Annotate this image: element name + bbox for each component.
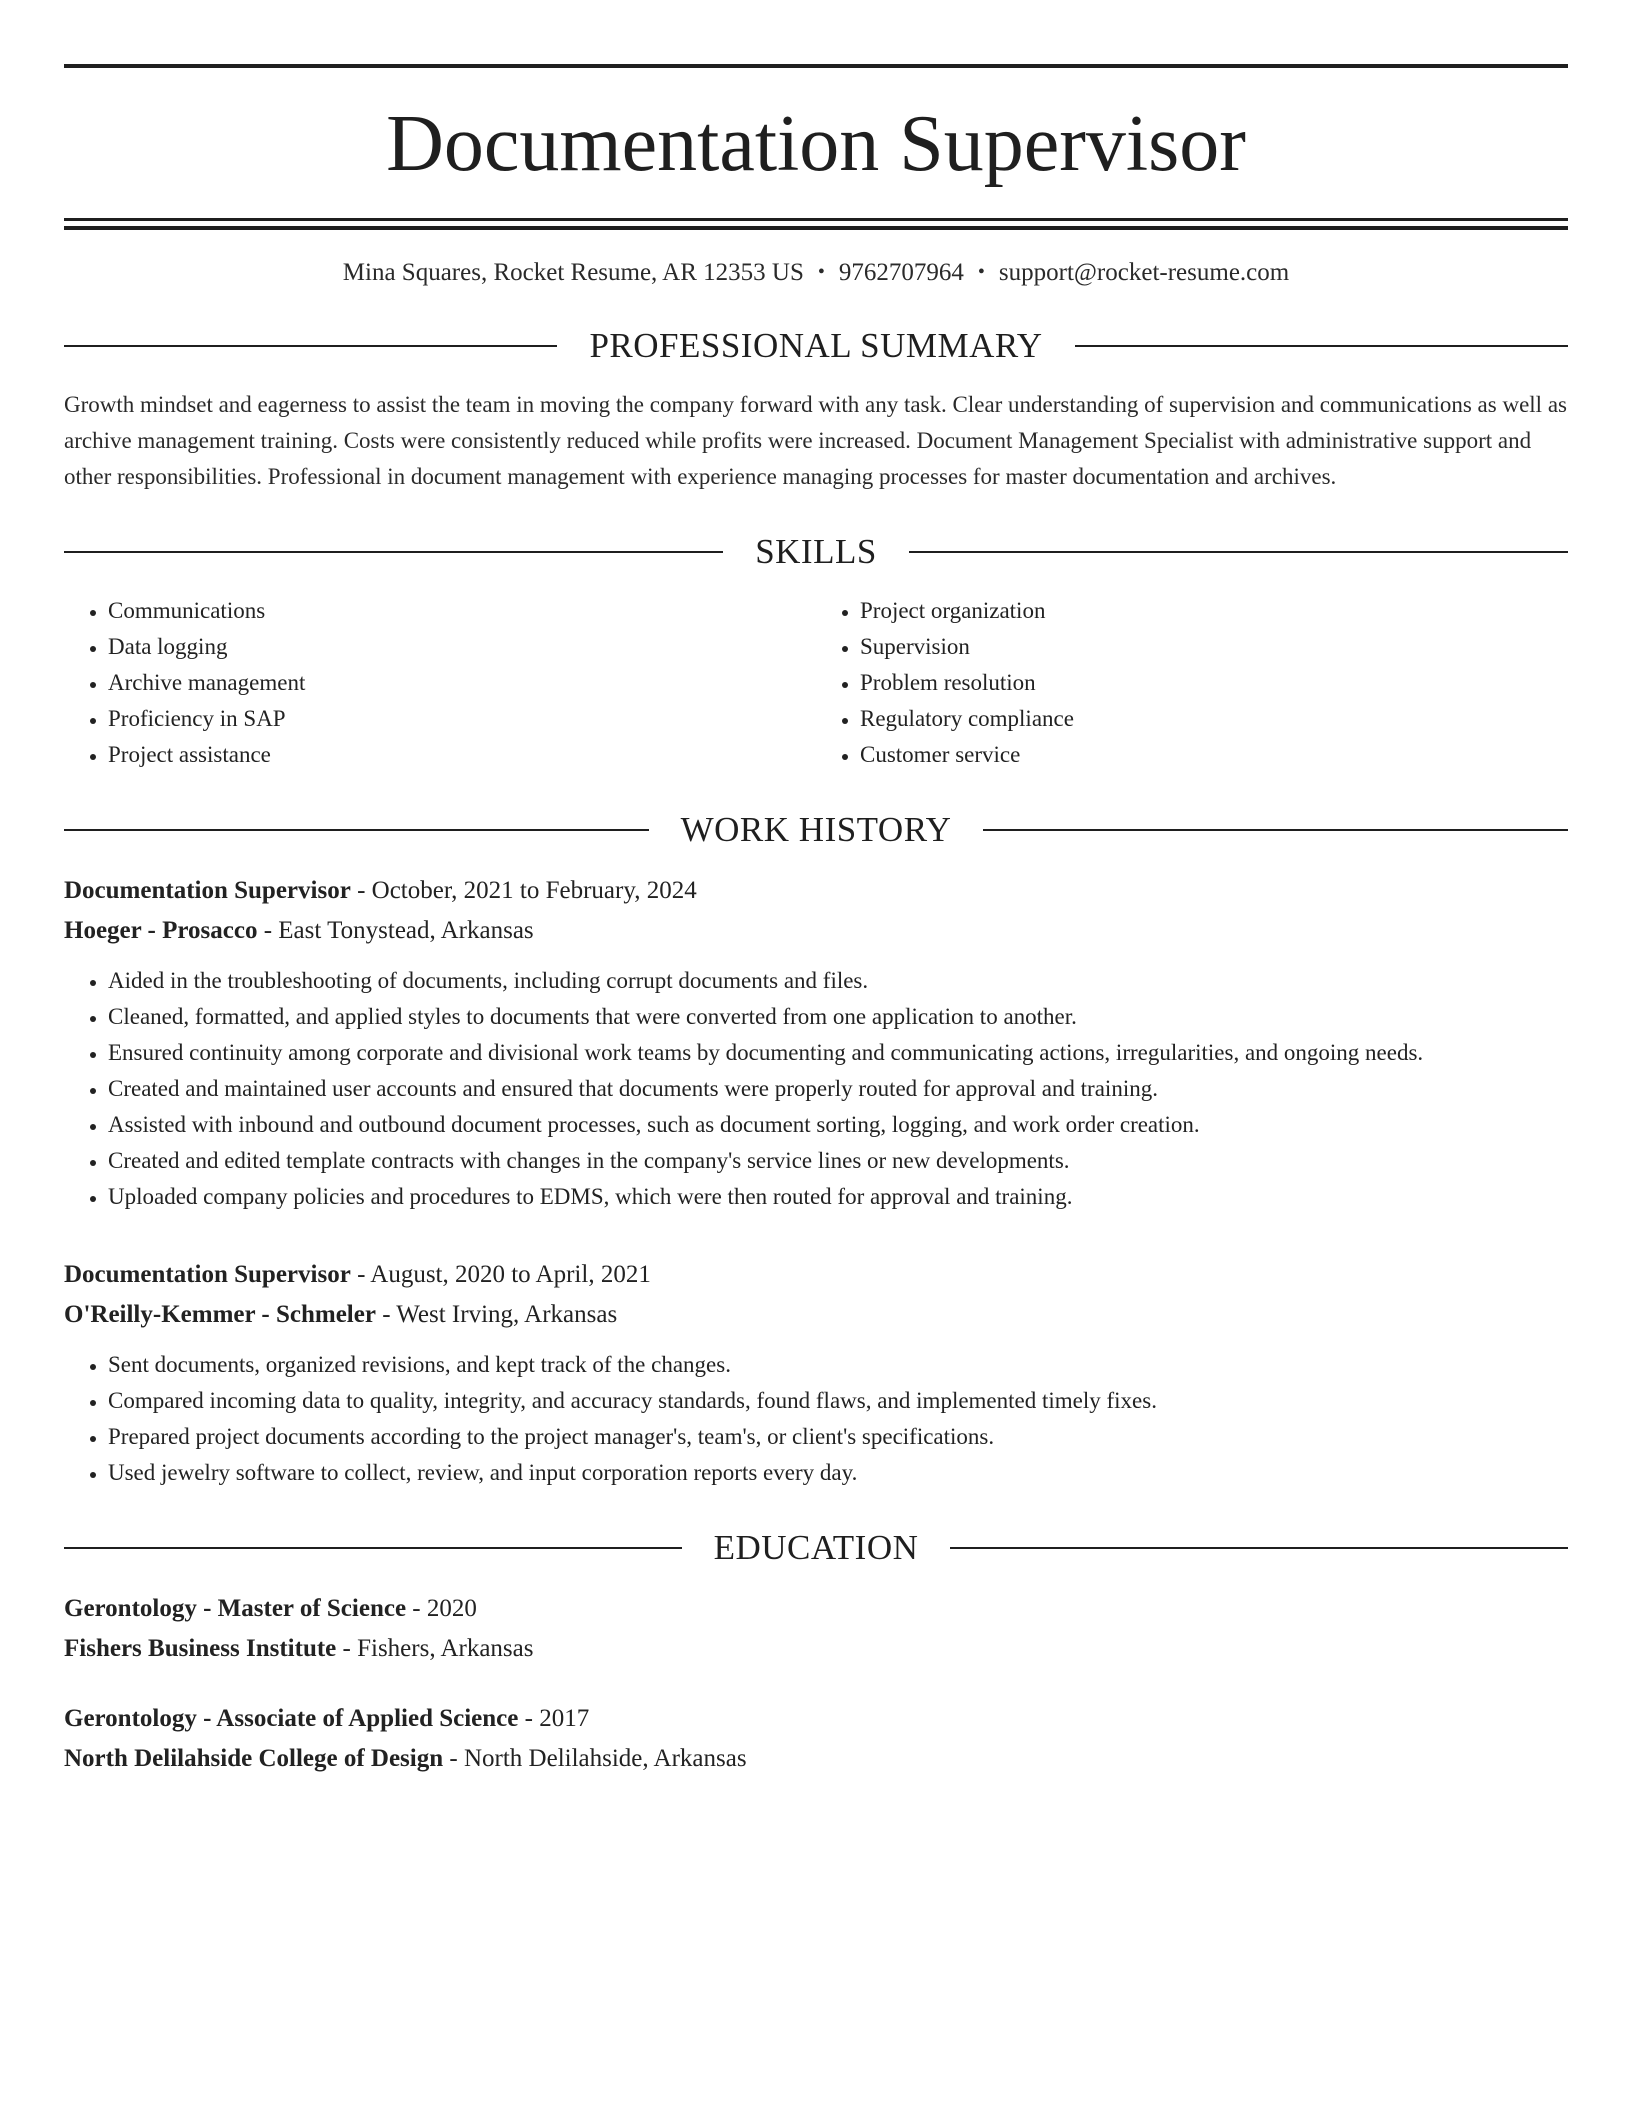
summary-text: Growth mindset and eagerness to assist the team in moving the company forward with any task. Clear understanding of supervision and communications as well as archive management training. Costs were consistently reduced while profits were increased. Document Management Specialist with administrative support and other responsibilities. Professional in document management with experience managing processes for master documentation and archives.: [64, 392, 1567, 489]
heading-rule: [983, 829, 1568, 831]
job-bullets: [64, 963, 1568, 1215]
job-location: - East Tonystead, Arkansas: [257, 917, 534, 944]
job-bullet: • Used jewelry software to collect, review, and input corporation reports every day.: [108, 1455, 1568, 1491]
job-bullet: • Aided in the troubleshooting of documents, including corrupt documents and files.: [108, 963, 1568, 999]
section-title: WORK HISTORY: [680, 810, 952, 849]
skill-item: • Problem resolution: [860, 665, 1568, 701]
education-entry: [64, 1589, 1568, 1669]
section-heading-education: [64, 1527, 1568, 1569]
section-title: SKILLS: [755, 532, 877, 571]
education-school-line: [64, 1629, 1568, 1669]
resume-title: Documentation Supervisor: [386, 100, 1246, 188]
job-bullets: [64, 1347, 1568, 1491]
skill-item: • Communications: [108, 593, 816, 629]
skill-item: • Data logging: [108, 629, 816, 665]
skill-item: • Archive management: [108, 665, 816, 701]
job-title-line: [64, 1255, 1568, 1295]
education-school: Fishers Business Institute: [64, 1635, 337, 1662]
heading-rule: [909, 551, 1568, 553]
job-bullet: • Uploaded company policies and procedures to EDMS, which were then routed for approval and training.: [108, 1179, 1568, 1215]
skill-item: • Proficiency in SAP: [108, 701, 816, 737]
skill-item: • Regulatory compliance: [860, 701, 1568, 737]
contact-separator: •: [817, 261, 825, 283]
skills-column-right: [816, 593, 1568, 773]
job-bullet: • Compared incoming data to quality, integrity, and accuracy standards, found flaws, and implemented timely fixes.: [108, 1383, 1568, 1419]
section-heading-summary: [64, 325, 1568, 367]
job-bullet: • Created and edited template contracts with changes in the company's service lines or new developments.: [108, 1143, 1568, 1179]
job-dates: - August, 2020 to April, 2021: [350, 1261, 651, 1288]
job-bullet: • Prepared project documents according to the project manager's, team's, or client's specifications.: [108, 1419, 1568, 1455]
contact-address: Mina Squares, Rocket Resume, AR 12353 US: [342, 259, 804, 286]
job-title-line: [64, 871, 1568, 911]
education-location: - Fishers, Arkansas: [336, 1635, 534, 1662]
section-title: EDUCATION: [713, 1528, 919, 1567]
resume-page: [64, 64, 1568, 1809]
education-degree-line: [64, 1699, 1568, 1739]
heading-rule: [64, 829, 649, 831]
contact-phone: 9762707964: [838, 259, 964, 286]
education-entry: [64, 1699, 1568, 1779]
skills-column-left: [64, 593, 816, 773]
title-double-rule: [64, 218, 1568, 230]
heading-rule: [1075, 345, 1568, 347]
heading-rule: [64, 1547, 682, 1549]
heading-rule: [64, 551, 723, 553]
heading-rule: [64, 345, 557, 347]
contact-line: [64, 258, 1568, 289]
contact-email: support@rocket-resume.com: [998, 259, 1290, 286]
education-school: North Delilahside College of Design: [64, 1745, 444, 1772]
job-company: O'Reilly-Kemmer - Schmeler: [64, 1301, 376, 1328]
education-location: - North Delilahside, Arkansas: [443, 1745, 747, 1772]
job-title: Documentation Supervisor: [64, 1261, 351, 1288]
job-company: Hoeger - Prosacco: [64, 917, 258, 944]
job-entry: [64, 1255, 1568, 1491]
top-rule: [64, 64, 1568, 68]
education-degree: Gerontology - Associate of Applied Science: [64, 1705, 519, 1732]
heading-rule: [950, 1547, 1568, 1549]
job-bullet: • Created and maintained user accounts and ensured that documents were properly routed for approval and training.: [108, 1071, 1568, 1107]
skill-item: • Project organization: [860, 593, 1568, 629]
section-heading-work: [64, 809, 1568, 851]
job-title: Documentation Supervisor: [64, 877, 351, 904]
education-year: - 2020: [406, 1595, 477, 1622]
job-location: - West Irving, Arkansas: [375, 1301, 618, 1328]
job-bullet: • Sent documents, organized revisions, and kept track of the changes.: [108, 1347, 1568, 1383]
skill-item: • Supervision: [860, 629, 1568, 665]
education-degree: Gerontology - Master of Science: [64, 1595, 407, 1622]
skill-item: • Project assistance: [108, 737, 816, 773]
section-title: PROFESSIONAL SUMMARY: [589, 326, 1043, 365]
job-bullet: • Assisted with inbound and outbound document processes, such as document sorting, logging, and work order creation.: [108, 1107, 1568, 1143]
job-dates: - October, 2021 to February, 2024: [350, 877, 697, 904]
job-bullet: • Ensured continuity among corporate and divisional work teams by documenting and communicating actions, irregularities, and ongoing needs.: [108, 1035, 1568, 1071]
job-entry: [64, 871, 1568, 1215]
skills-list: [64, 593, 1568, 773]
job-company-line: [64, 1295, 1568, 1335]
job-company-line: [64, 911, 1568, 951]
education-degree-line: [64, 1589, 1568, 1629]
job-bullet: • Cleaned, formatted, and applied styles to documents that were converted from one application to another.: [108, 999, 1568, 1035]
education-school-line: [64, 1739, 1568, 1779]
skill-item: • Customer service: [860, 737, 1568, 773]
education-year: - 2017: [518, 1705, 590, 1732]
section-heading-skills: [64, 531, 1568, 573]
contact-separator: •: [977, 261, 985, 283]
